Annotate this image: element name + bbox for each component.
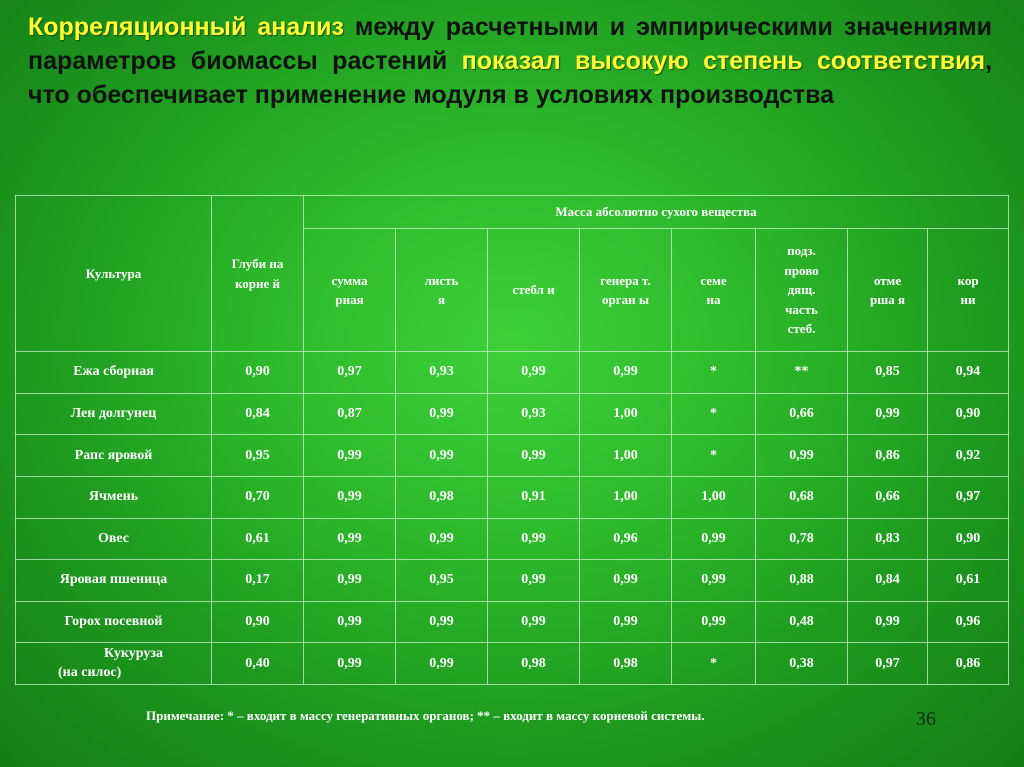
- crop-name: Ежа сборная: [16, 352, 212, 394]
- cell-value: 0,61: [928, 560, 1009, 602]
- cell-value: 0,95: [396, 560, 488, 602]
- cell-value: 0,84: [848, 560, 928, 602]
- cell-value: 0,99: [304, 518, 396, 560]
- cell-value: 0,96: [928, 601, 1009, 643]
- crop-name: Ячмень: [16, 476, 212, 518]
- cell-value: 0,91: [488, 476, 580, 518]
- cell-value: 0,83: [848, 518, 928, 560]
- cell-value: *: [672, 393, 756, 435]
- cell-value: 0,99: [396, 393, 488, 435]
- cell-value: 0,90: [212, 601, 304, 643]
- heading-highlight-2: показал высокую степень соответствия: [461, 47, 986, 75]
- cell-value: 1,00: [580, 476, 672, 518]
- subheader-dead-mass: отме рша я: [848, 229, 928, 352]
- cell-value: 0,88: [756, 560, 848, 602]
- cell-value: 1,00: [580, 435, 672, 477]
- cell-value: 0,92: [928, 435, 1009, 477]
- crop-name: Горох посевной: [16, 601, 212, 643]
- cell-value: 0,99: [396, 643, 488, 685]
- cell-value: 0,78: [756, 518, 848, 560]
- cell-value: *: [672, 643, 756, 685]
- cell-value: 0,99: [672, 601, 756, 643]
- crop-name: Яровая пшеница: [16, 560, 212, 602]
- cell-value: 0,17: [212, 560, 304, 602]
- cell-value: 0,99: [848, 601, 928, 643]
- cell-value: 0,97: [928, 476, 1009, 518]
- cell-value: 0,99: [488, 601, 580, 643]
- subheader-seeds: семе на: [672, 229, 756, 352]
- cell-value: 0,48: [756, 601, 848, 643]
- cell-value: 0,38: [756, 643, 848, 685]
- table-row: [16, 518, 1009, 560]
- heading-text-1: между расчетными и эмпирическими значениями параметров биомассы растений: [28, 13, 992, 75]
- subheader-generative-organs: генера т. орган ы: [580, 229, 672, 352]
- cell-value: 0,99: [488, 560, 580, 602]
- table-row: [16, 560, 1009, 602]
- cell-value: 0,99: [396, 601, 488, 643]
- crop-name-line1: Кукуруза: [104, 645, 163, 661]
- subheader-total: сумма рная: [304, 229, 396, 352]
- cell-value: 1,00: [672, 476, 756, 518]
- cell-value: 0,68: [756, 476, 848, 518]
- subheader-underground-stem: подз. прово дящ. часть стеб.: [756, 229, 848, 352]
- cell-value: *: [672, 435, 756, 477]
- cell-value: 0,97: [848, 643, 928, 685]
- cell-value: 0,90: [928, 518, 1009, 560]
- cell-value: 0,87: [304, 393, 396, 435]
- cell-value: 0,99: [672, 518, 756, 560]
- cell-value: 0,86: [928, 643, 1009, 685]
- cell-value: 0,99: [488, 435, 580, 477]
- cell-value: 0,97: [304, 352, 396, 394]
- page-number: 36: [916, 708, 936, 730]
- cell-value: 0,99: [672, 560, 756, 602]
- cell-value: 0,99: [488, 518, 580, 560]
- correlation-table: [15, 195, 1009, 685]
- cell-value: 0,66: [756, 393, 848, 435]
- crop-name: [16, 643, 212, 685]
- table-row: [16, 476, 1009, 518]
- table-row: [16, 643, 1009, 685]
- subheader-leaves: листь я: [396, 229, 488, 352]
- cell-value: 0,98: [580, 643, 672, 685]
- cell-value: 0,99: [580, 352, 672, 394]
- cell-value: 0,99: [396, 435, 488, 477]
- cell-value: 0,99: [304, 435, 396, 477]
- table-row: [16, 393, 1009, 435]
- cell-value: 0,99: [848, 393, 928, 435]
- cell-value: 0,99: [304, 560, 396, 602]
- header-crop: Культура: [16, 196, 212, 352]
- footnote: Примечание: * – входит в массу генеративных органов; ** – входит в массу корневой системы.: [146, 708, 705, 723]
- cell-value: 0,96: [580, 518, 672, 560]
- header-root-depth: Глуби на корне й: [212, 196, 304, 352]
- cell-value: 0,90: [928, 393, 1009, 435]
- cell-value: 0,84: [212, 393, 304, 435]
- cell-value: 0,99: [304, 601, 396, 643]
- cell-value: 1,00: [580, 393, 672, 435]
- cell-value: 0,61: [212, 518, 304, 560]
- subheader-roots: кор ни: [928, 229, 1009, 352]
- heading-text-2: , что обеспечивает применение модуля в условиях производства: [28, 47, 993, 109]
- cell-value: 0,98: [488, 643, 580, 685]
- cell-value: 0,70: [212, 476, 304, 518]
- cell-value: 0,99: [580, 560, 672, 602]
- subheader-stems: стебл и: [488, 229, 580, 352]
- table-row: [16, 435, 1009, 477]
- cell-value: 0,99: [304, 476, 396, 518]
- cell-value: 0,93: [488, 393, 580, 435]
- cell-value: 0,85: [848, 352, 928, 394]
- crop-name: Овес: [16, 518, 212, 560]
- crop-name: Рапс яровой: [16, 435, 212, 477]
- cell-value: 0,98: [396, 476, 488, 518]
- table-row: [16, 352, 1009, 394]
- cell-value: 0,93: [396, 352, 488, 394]
- crop-name-line2: (на силос): [58, 664, 122, 680]
- cell-value: 0,94: [928, 352, 1009, 394]
- cell-value: *: [672, 352, 756, 394]
- cell-value: 0,66: [848, 476, 928, 518]
- slide-heading: [28, 10, 992, 112]
- cell-value: 0,99: [396, 518, 488, 560]
- cell-value: 0,86: [848, 435, 928, 477]
- cell-value: 0,40: [212, 643, 304, 685]
- cell-value: **: [756, 352, 848, 394]
- crop-name: Лен долгунец: [16, 393, 212, 435]
- cell-value: 0,99: [756, 435, 848, 477]
- cell-value: 0,95: [212, 435, 304, 477]
- header-dry-mass-group: Масса абсолютно сухого вещества: [304, 196, 1009, 229]
- heading-highlight-1: Корреляционный анализ: [28, 13, 344, 41]
- cell-value: 0,90: [212, 352, 304, 394]
- cell-value: 0,99: [488, 352, 580, 394]
- cell-value: 0,99: [304, 643, 396, 685]
- table-row: [16, 601, 1009, 643]
- cell-value: 0,99: [580, 601, 672, 643]
